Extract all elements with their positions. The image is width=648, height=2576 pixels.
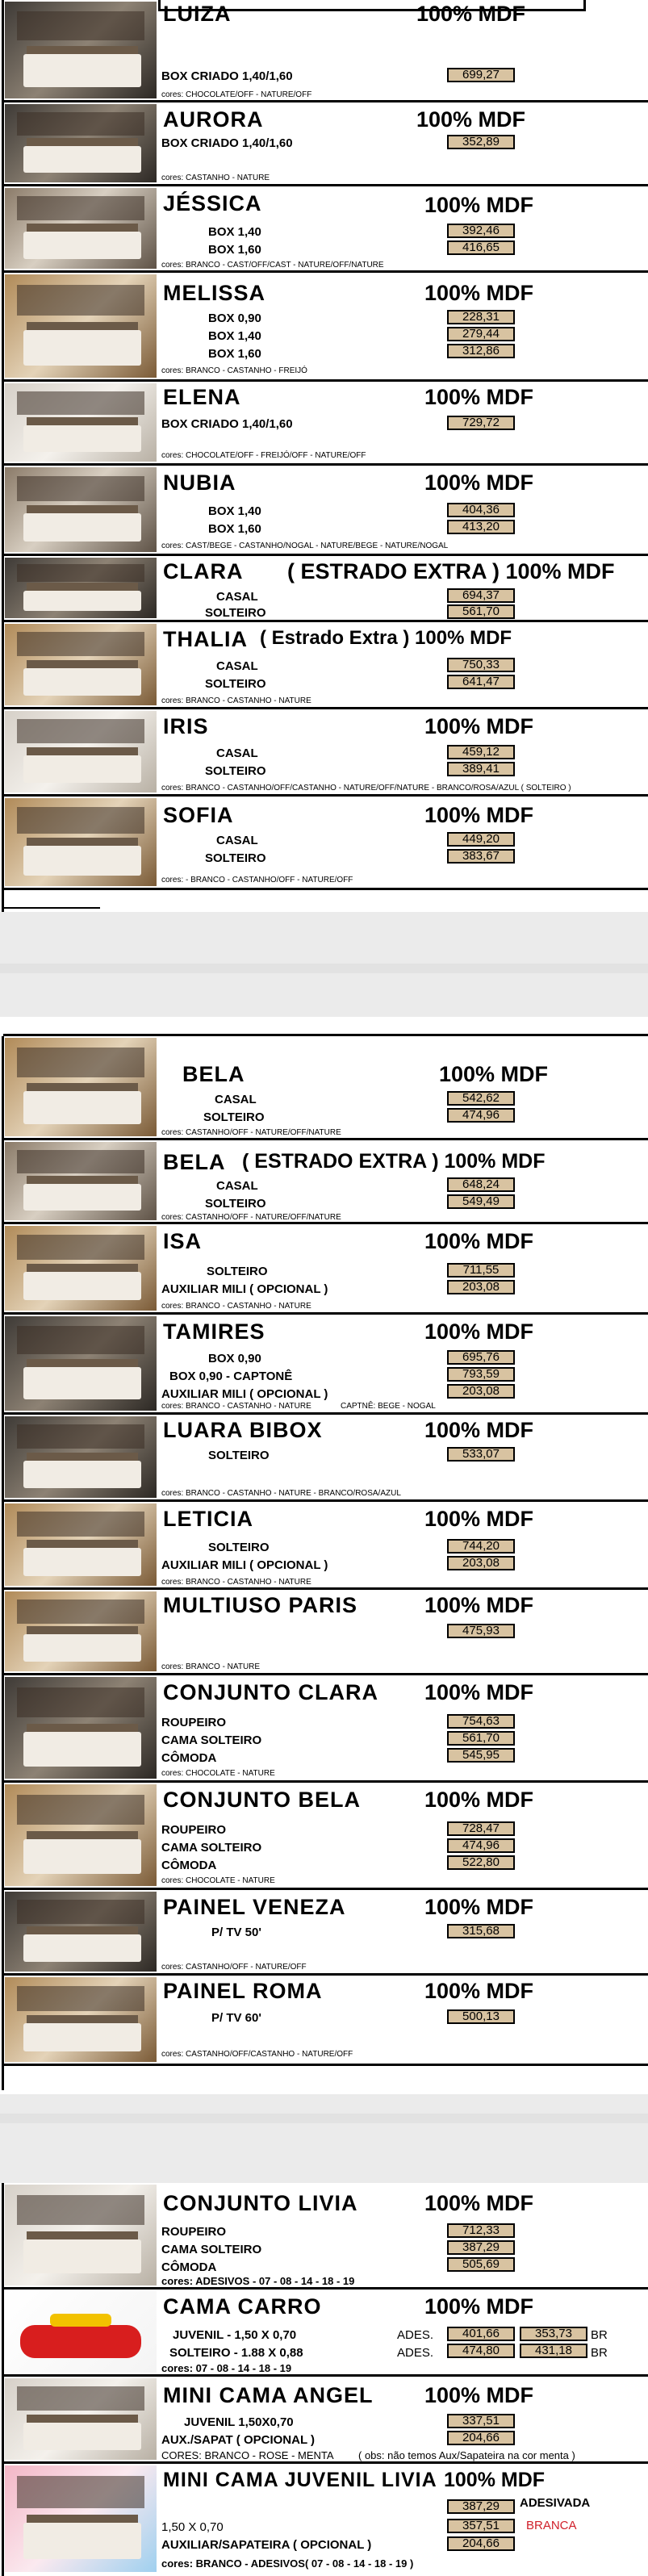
product-row-aurora [3, 102, 648, 186]
size-label: AUX./SAPAT ( OPCIONAL ) [161, 2433, 316, 2447]
colors-text: cores: CHOCOLATE - NATURE [161, 1769, 275, 1778]
size-label: BOX 1,40 [208, 504, 261, 518]
product-row-painel-veneza [3, 1890, 648, 1976]
size-label: CASAL [216, 659, 258, 673]
product-image-mini-cama-angel [5, 2378, 157, 2460]
price-box: 729,72 [447, 416, 515, 430]
br-label: BR [591, 2328, 608, 2342]
colors-text: cores: BRANCO - CASTANHO/OFF/CASTANHO - NATURE/OFF/NATURE - BRANCO/ROSA/AZUL ( SOLTEIRO ) [161, 784, 571, 792]
material-label: 100% MDF [424, 2191, 534, 2215]
product-row-painel-roma [3, 1976, 648, 2066]
product-name: AURORA [163, 107, 264, 132]
product-image-luiza [5, 2, 157, 98]
size-label: SOLTEIRO [203, 1110, 265, 1124]
material-label: 100% MDF [424, 2294, 534, 2319]
product-row-thalia [3, 622, 648, 709]
product-name: CONJUNTO BELA [163, 1788, 362, 1812]
product-name: PAINEL ROMA [163, 1979, 323, 2003]
price-box: 404,36 [447, 503, 515, 517]
product-row-sofia [3, 797, 648, 890]
product-row-tamires [3, 1315, 648, 1415]
price-box: 315,68 [447, 1924, 515, 1938]
product-name: ISA [163, 1229, 203, 1253]
price-box: 449,20 [447, 832, 515, 847]
colors-text: cores: BRANCO - CASTANHO - NATURE [161, 1402, 311, 1411]
product-image-bela-estrado [5, 1142, 157, 1220]
product-row-luara-bibox [3, 1415, 648, 1502]
size-label: SOLTEIRO - 1.88 X 0,88 [169, 2346, 303, 2360]
product-image-multiuso-paris [5, 1591, 157, 1671]
price-box: 279,44 [447, 327, 515, 341]
price-box: 459,12 [447, 745, 515, 759]
price-box: 744,20 [447, 1539, 515, 1554]
product-name: PAINEL VENEZA [163, 1895, 346, 1919]
colors-text: CORES: BRANCO - ROSE - MENTA [161, 2449, 334, 2461]
product-image-isa [5, 1226, 157, 1311]
price-box: 357,51 [447, 2519, 515, 2533]
product-name: BELA [182, 1062, 245, 1086]
colors-text: cores: BRANCO - CASTANHO - NATURE - BRANCO/ROSA/AZUL [161, 1489, 401, 1498]
product-name: NUBIA [163, 470, 236, 495]
product-name: LETICIA [163, 1507, 253, 1531]
size-label: BOX 1,40 [208, 329, 261, 343]
product-name: THALIA [163, 627, 248, 651]
product-row-isa [3, 1224, 648, 1315]
price-box-branco: 431,18 [520, 2344, 587, 2358]
product-name: MULTIUSO PARIS [163, 1593, 357, 1617]
colors-text: cores: CASTANHO/OFF - NATURE/OFF/NATURE [161, 1213, 341, 1222]
product-image-elena [5, 383, 157, 462]
size-label: BOX CRIADO 1,40/1,60 [161, 69, 293, 83]
size-label: AUXILIAR MILI ( OPCIONAL ) [161, 1558, 328, 1572]
size-label: CAMA SOLTEIRO [161, 1733, 262, 1747]
size-label: CÔMODA [161, 1751, 217, 1765]
material-label: 100% MDF [424, 193, 534, 217]
page-separator [0, 912, 648, 1017]
size-label: JUVENIL - 1,50 X 0,70 [173, 2328, 297, 2342]
price-box: 474,96 [447, 1838, 515, 1853]
colors-text: cores: BRANCO - NATURE [161, 1662, 261, 1671]
product-row-bela [3, 1036, 648, 1140]
size-label: 1,50 X 0,70 [161, 2520, 224, 2534]
product-row-luiza [3, 0, 648, 102]
price-box: 648,24 [447, 1177, 515, 1192]
product-image-cama-carro [5, 2291, 157, 2373]
material-label: 100% MDF [424, 1979, 534, 2003]
colors-text: cores: BRANCO - CASTANHO - NATURE [161, 1302, 311, 1311]
product-name: LUARA BIBOX [163, 1418, 323, 1442]
size-label: AUXILIAR MILI ( OPCIONAL ) [161, 1282, 328, 1296]
colors-text: cores: CHOCOLATE/OFF - NATURE/OFF [161, 90, 312, 99]
colors-text: cores: CHOCOLATE/OFF - FREIJÓ/OFF - NATURE/OFF [161, 451, 366, 460]
price-box: 203,08 [447, 1280, 515, 1294]
size-label: SOLTEIRO [208, 1541, 270, 1554]
product-name: MINI CAMA ANGEL [163, 2383, 374, 2407]
product-row-melissa [3, 273, 648, 382]
product-row-clara [3, 556, 648, 622]
material-label: 100% MDF [424, 714, 534, 738]
size-label: BOX 1,40 [208, 225, 261, 239]
colors-text: cores: CASTANHO/OFF - NATURE/OFF [161, 1963, 307, 1972]
product-image-clara [5, 558, 157, 618]
product-row-cama-carro [3, 2290, 648, 2377]
size-label: CASAL [216, 1179, 258, 1193]
product-row-jessica [3, 186, 648, 273]
product-row-mini-cama-angel [3, 2377, 648, 2464]
material-label: 100% MDF [416, 2, 526, 26]
product-name: CAMA CARRO [163, 2294, 322, 2319]
price-box: 475,93 [447, 1624, 515, 1638]
price-box: 337,51 [447, 2414, 515, 2428]
price-box: 533,07 [447, 1447, 515, 1462]
product-name: CONJUNTO CLARA [163, 1680, 379, 1704]
size-label: CASAL [216, 834, 258, 847]
size-label: BOX 1,60 [208, 522, 261, 536]
price-box: 228,31 [447, 310, 515, 324]
catalog-page-2 [0, 1017, 648, 2094]
material-label: 100% MDF [424, 1680, 534, 1704]
material-label: 100% MDF [424, 2383, 534, 2407]
page-separator [0, 2094, 648, 2183]
product-image-melissa [5, 274, 157, 378]
ades-label: ADES. [397, 2328, 434, 2342]
size-label: AUXILIAR MILI ( OPCIONAL ) [161, 1387, 328, 1401]
price-box: 401,66 [447, 2327, 515, 2341]
size-label: CASAL [215, 1093, 257, 1106]
product-image-sofia [5, 798, 157, 886]
price-box: 728,47 [447, 1821, 515, 1836]
sheet-bottom-line [3, 907, 100, 909]
price-box: 474,80 [447, 2344, 515, 2358]
product-row-mini-cama-juvenil-livia [3, 2464, 648, 2574]
product-image-leticia [5, 1503, 157, 1586]
material-label: 100% MDF [424, 803, 534, 827]
product-image-painel-veneza [5, 1892, 157, 1972]
size-label: CASAL [216, 746, 258, 760]
price-box: 712,33 [447, 2223, 515, 2238]
size-label: SOLTEIRO [207, 1265, 268, 1278]
colors-text: cores: BRANCO - ADESIVOS( 07 - 08 - 14 - 18 - 19 ) [161, 2557, 414, 2570]
size-label: BOX 1,60 [208, 347, 261, 361]
material-label: 100% MDF [424, 1593, 534, 1617]
product-image-aurora [5, 104, 157, 182]
product-image-conjunto-clara [5, 1677, 157, 1779]
product-name: IRIS [163, 714, 209, 738]
product-name: TAMIRES [163, 1319, 265, 1344]
size-label: SOLTEIRO [205, 606, 266, 620]
colors-text: cores: CASTANHO/OFF/CASTANHO - NATURE/OFF [161, 2050, 353, 2059]
price-box: 387,29 [447, 2499, 515, 2514]
product-image-iris [5, 711, 157, 792]
price-box: 754,63 [447, 1714, 515, 1729]
size-label: SOLTEIRO [205, 677, 266, 691]
price-box: 203,08 [447, 1384, 515, 1399]
price-box: 542,62 [447, 1091, 515, 1106]
colors-text: cores: 07 - 08 - 14 - 18 - 19 [161, 2362, 292, 2374]
price-box: 561,70 [447, 604, 515, 619]
product-row-conjunto-bela [3, 1783, 648, 1890]
product-row-conjunto-clara [3, 1675, 648, 1783]
price-box: 413,20 [447, 520, 515, 534]
size-label: SOLTEIRO [208, 1449, 270, 1462]
material-label: 100% MDF [424, 470, 534, 495]
price-box: 389,41 [447, 762, 515, 776]
product-row-leticia [3, 1502, 648, 1590]
product-image-painel-roma [5, 1977, 157, 2062]
availability-note: ( obs: não temos Aux/Sapateira na cor menta ) [358, 2449, 575, 2461]
size-label: CASAL [216, 590, 258, 604]
price-box: 312,86 [447, 344, 515, 358]
colors-text: cores: CASTANHO/OFF - NATURE/OFF/NATURE [161, 1128, 341, 1137]
product-image-conjunto-bela [5, 1784, 157, 1886]
material-label: 100% MDF [424, 1418, 534, 1442]
size-label: BOX CRIADO 1,40/1,60 [161, 136, 293, 150]
separator-band [0, 2114, 648, 2123]
br-label: BR [591, 2346, 608, 2360]
product-name: CONJUNTO LIVIA [163, 2191, 358, 2215]
price-box: 392,46 [447, 224, 515, 238]
product-image-nubia [5, 467, 157, 552]
product-row-multiuso-paris [3, 1590, 648, 1675]
size-label: JUVENIL 1,50X0,70 [184, 2415, 294, 2429]
size-label: P/ TV 50' [211, 1926, 261, 1939]
size-label: ROUPEIRO [161, 2225, 227, 2239]
product-image-mini-cama-juvenil-livia [5, 2465, 157, 2572]
size-label: BOX CRIADO 1,40/1,60 [161, 417, 293, 431]
material-label: 100% MDF [439, 1062, 549, 1086]
product-row-bela-estrado [3, 1140, 648, 1224]
colors-text: cores: ADESIVOS - 07 - 08 - 14 - 18 - 19 [161, 2275, 355, 2287]
price-box: 694,37 [447, 588, 515, 603]
colors-text: cores: BRANCO - CASTANHO - NATURE [161, 1578, 311, 1587]
price-box: 204,66 [447, 2431, 515, 2445]
price-box: 505,69 [447, 2257, 515, 2272]
product-name: ELENA [163, 385, 241, 409]
product-image-tamires [5, 1316, 157, 1411]
variant-tag-adesivada: ADESIVADA [520, 2496, 591, 2510]
catalog-page-3 [0, 2183, 648, 2576]
size-label: P/ TV 60' [211, 2011, 261, 2025]
size-label: BOX 0,90 [208, 312, 261, 325]
price-box: 750,33 [447, 658, 515, 672]
price-box: 383,67 [447, 849, 515, 864]
price-box: 352,89 [447, 135, 515, 149]
product-row-elena [3, 382, 648, 466]
price-box: 500,13 [447, 2009, 515, 2024]
material-label: ( Estrado Extra ) 100% MDF [260, 627, 512, 649]
size-label: CAMA SOLTEIRO [161, 1841, 262, 1855]
price-box: 204,66 [447, 2536, 515, 2551]
price-box: 695,76 [447, 1350, 515, 1365]
product-name: LUIZA [163, 2, 232, 26]
material-label: 100% MDF [424, 1788, 534, 1812]
price-box: 203,08 [447, 1556, 515, 1570]
product-image-conjunto-livia [5, 2185, 157, 2285]
material-label: 100% MDF [424, 281, 534, 305]
product-name: MELISSA [163, 281, 266, 305]
material-label: 100% MDF [416, 107, 526, 132]
price-box: 545,95 [447, 1748, 515, 1763]
price-box: 641,47 [447, 675, 515, 689]
price-box: 474,96 [447, 1108, 515, 1123]
price-box: 561,70 [447, 1731, 515, 1746]
size-label: SOLTEIRO [205, 1197, 266, 1211]
product-name: CLARA [163, 559, 244, 583]
size-label: BOX 0,90 [208, 1352, 261, 1365]
ades-label: ADES. [397, 2346, 434, 2360]
price-box: 522,80 [447, 1855, 515, 1870]
product-image-thalia [5, 624, 157, 705]
material-label: 100% MDF [444, 2469, 546, 2491]
price-box: 549,49 [447, 1194, 515, 1209]
product-name: BELA [163, 1150, 226, 1174]
size-label: ROUPEIRO [161, 1716, 227, 1729]
material-label: 100% MDF [424, 1895, 534, 1919]
product-name: MINI CAMA JUVENIL LIVIA [163, 2469, 437, 2491]
separator-band [0, 964, 648, 973]
size-label: CÔMODA [161, 1859, 217, 1872]
catalog-page-1 [0, 0, 648, 912]
material-label: ( ESTRADO EXTRA ) 100% MDF [287, 559, 615, 583]
size-label: AUXILIAR/SAPATEIRA ( OPCIONAL ) [161, 2538, 372, 2552]
size-label: CAMA SOLTEIRO [161, 2243, 262, 2256]
product-row-iris [3, 709, 648, 797]
product-name: JÉSSICA [163, 191, 262, 215]
colors-text: cores: - BRANCO - CASTANHO/OFF - NATURE/OFF [161, 876, 353, 884]
product-row-conjunto-livia [3, 2183, 648, 2290]
price-box-branco: 353,73 [520, 2327, 587, 2341]
price-box: 793,59 [447, 1367, 515, 1382]
product-row-nubia [3, 466, 648, 556]
product-image-jessica [5, 188, 157, 269]
material-label: 100% MDF [424, 1229, 534, 1253]
material-label: 100% MDF [424, 385, 534, 409]
price-box: 387,29 [447, 2240, 515, 2255]
material-label: 100% MDF [424, 1507, 534, 1531]
size-label: BOX 1,60 [208, 243, 261, 257]
size-label: ROUPEIRO [161, 1823, 227, 1837]
colors-extra-text: CAPTNÊ: BEGE - NOGAL [341, 1402, 436, 1411]
colors-text: cores: CAST/BEGE - CASTANHO/NOGAL - NATURE/BEGE - NATURE/NOGAL [161, 542, 449, 550]
price-box: 699,27 [447, 68, 515, 82]
product-image-bela [5, 1038, 157, 1136]
size-label: BOX 0,90 - CAPTONÊ [169, 1370, 293, 1383]
variant-tag-branca: BRANCA [526, 2519, 577, 2532]
product-name: SOFIA [163, 803, 234, 827]
material-label: 100% MDF [424, 1319, 534, 1344]
size-label: SOLTEIRO [205, 851, 266, 865]
colors-text: cores: BRANCO - CAST/OFF/CAST - NATURE/OFF/NATURE [161, 261, 384, 270]
colors-text: cores: CASTANHO - NATURE [161, 174, 270, 182]
colors-text: cores: CHOCOLATE - NATURE [161, 1876, 275, 1885]
price-box: 416,65 [447, 240, 515, 255]
price-box: 711,55 [447, 1263, 515, 1278]
material-label: ( ESTRADO EXTRA ) 100% MDF [242, 1150, 546, 1173]
colors-text: cores: BRANCO - CASTANHO - FREIJÓ [161, 366, 307, 375]
size-label: CÔMODA [161, 2260, 217, 2274]
colors-text: cores: BRANCO - CASTANHO - NATURE [161, 696, 311, 705]
product-image-luara-bibox [5, 1416, 157, 1498]
size-label: SOLTEIRO [205, 764, 266, 778]
